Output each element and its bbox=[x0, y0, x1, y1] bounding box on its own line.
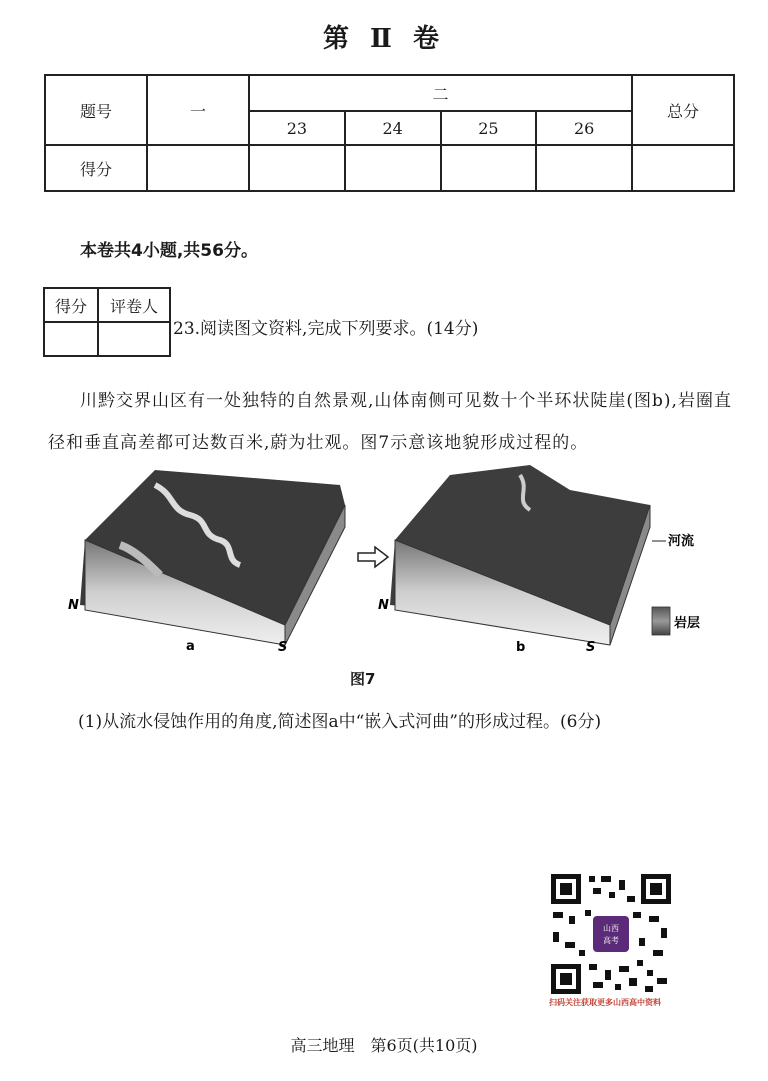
label-river: 河流 bbox=[668, 534, 695, 549]
table-cell-q26: 26 bbox=[536, 111, 632, 145]
question-paragraph bbox=[48, 380, 740, 464]
table-cell-part1: 一 bbox=[147, 75, 249, 145]
paragraph-line-1: 川黔交界山区有一处独特的自然景观,山体南侧可见数十个半环状陡崖(图b),岩圈直 bbox=[80, 391, 732, 411]
question-heading: 23.阅读图文资料,完成下列要求。(14分) bbox=[173, 319, 479, 339]
qr-center-text-2: 高考 bbox=[603, 936, 619, 945]
score-field-q25[interactable] bbox=[441, 145, 537, 191]
table-cell-q24: 24 bbox=[345, 111, 441, 145]
sub-question-1: (1)从流水侵蚀作用的角度,简述图a中“嵌入式河曲”的形成过程。(6分) bbox=[78, 712, 602, 732]
qr-code-icon bbox=[549, 872, 673, 996]
score-field-q23[interactable] bbox=[249, 145, 345, 191]
grader-name-label: 评卷人 bbox=[98, 288, 170, 322]
score-field-total[interactable] bbox=[632, 145, 734, 191]
page-title: 第 Ⅱ 卷 bbox=[322, 24, 446, 54]
qr-caption: 扫码关注获取更多山西高中资料 bbox=[549, 998, 661, 1007]
label-south-a: S bbox=[278, 640, 288, 655]
rock-layer-swatch bbox=[652, 607, 670, 635]
score-field-part1[interactable] bbox=[147, 145, 249, 191]
section-note: 本卷共4小题,共56分。 bbox=[80, 241, 258, 261]
qr-center-text-1: 山西 bbox=[603, 924, 619, 933]
grader-name-field[interactable] bbox=[98, 322, 170, 356]
label-south-b: S bbox=[586, 640, 596, 655]
label-rock-layer: 岩层 bbox=[674, 616, 701, 631]
table-cell-total: 总分 bbox=[632, 75, 734, 145]
arrow-icon bbox=[358, 547, 388, 567]
label-north-a: N bbox=[68, 598, 79, 613]
table-cell-label: 题号 bbox=[45, 75, 147, 145]
block-a bbox=[80, 470, 345, 645]
table-cell-q25: 25 bbox=[441, 111, 537, 145]
label-panel-a: a bbox=[186, 639, 195, 654]
figure-caption: 图7 bbox=[350, 670, 376, 688]
label-north-b: N bbox=[378, 598, 389, 613]
label-panel-b: b bbox=[516, 640, 526, 655]
figure-7-illustration bbox=[60, 455, 740, 685]
table-cell-score-label: 得分 bbox=[45, 145, 147, 191]
page-footer: 高三地理 第6页(共10页) bbox=[290, 1036, 478, 1055]
block-b bbox=[390, 465, 666, 645]
table-cell-q23: 23 bbox=[249, 111, 345, 145]
score-field-q24[interactable] bbox=[345, 145, 441, 191]
score-table bbox=[44, 74, 735, 192]
grader-box bbox=[43, 287, 171, 357]
grader-score-field[interactable] bbox=[44, 322, 98, 356]
score-field-q26[interactable] bbox=[536, 145, 632, 191]
paragraph-line-2: 径和垂直高差都可达数百米,蔚为壮观。图7示意该地貌形成过程的。 bbox=[48, 433, 589, 453]
grader-score-label: 得分 bbox=[44, 288, 98, 322]
table-cell-part2: 二 bbox=[249, 75, 632, 111]
